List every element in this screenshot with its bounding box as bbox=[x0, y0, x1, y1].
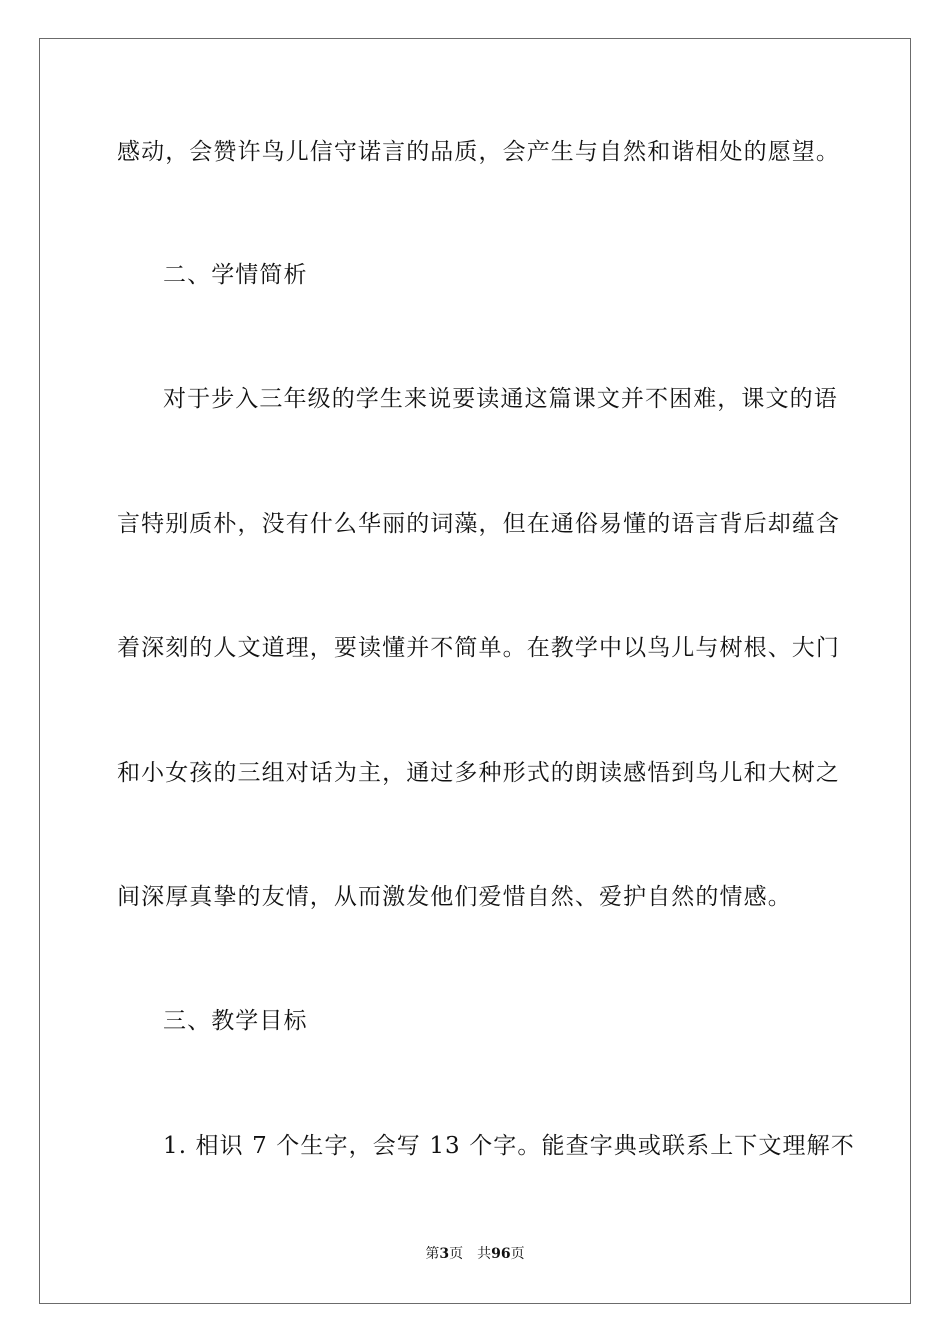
body-text-line: 和小女孩的三组对话为主，通过多种形式的朗读感悟到鸟儿和大树之 bbox=[117, 760, 840, 786]
body-text-line: 着深刻的人文道理，要读懂并不简单。在教学中以鸟儿与树根、大门 bbox=[117, 635, 840, 661]
body-text-line: 间深厚真挚的友情，从而激发他们爱惜自然、爱护自然的情感。 bbox=[117, 884, 792, 910]
body-text-line: 感动，会赞许鸟儿信守诺言的品质，会产生与自然和谐相处的愿望。 bbox=[117, 139, 840, 165]
total-pages-prefix: 共 bbox=[477, 1246, 492, 1262]
section-heading: 二、学情简析 bbox=[163, 262, 308, 288]
body-text-line: 言特别质朴，没有什么华丽的词藻，但在通俗易懂的语言背后却蕴含 bbox=[117, 511, 840, 537]
page-number-prefix: 第 bbox=[425, 1246, 440, 1262]
body-text-line: 对于步入三年级的学生来说要读通这篇课文并不困难，课文的语 bbox=[163, 386, 838, 412]
page-border bbox=[39, 38, 911, 1304]
page-footer bbox=[0, 1244, 950, 1264]
page-number: 3 bbox=[439, 1246, 450, 1262]
section-heading: 三、教学目标 bbox=[163, 1008, 308, 1034]
page-number-suffix: 页 bbox=[449, 1246, 464, 1262]
body-text-line: 1. 相识 7 个生字，会写 13 个字。能查字典或联系上下文理解不 bbox=[163, 1133, 855, 1159]
total-pages-suffix: 页 bbox=[510, 1246, 525, 1262]
total-pages: 96 bbox=[491, 1246, 511, 1262]
